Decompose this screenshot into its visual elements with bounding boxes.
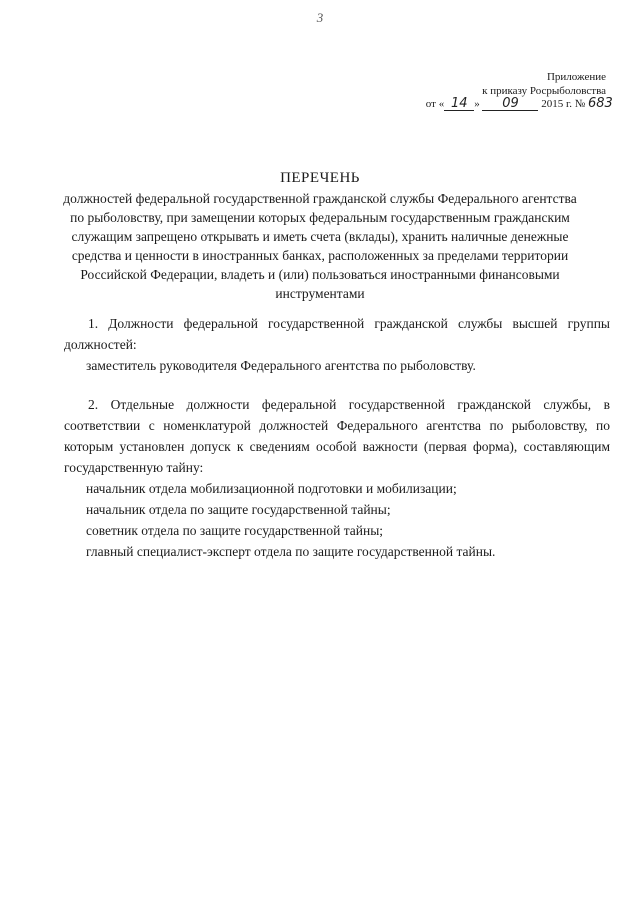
document-subtitle: должностей федеральной государственной гражданской службы Федерального агентства по рыболовству, при замещении которых федеральным государственным гражданским служащим запрещено открывать и иметь счета (вклады), хранить наличные денежные средства и ценности в иностранных банках, расположенных за пределами территории Российской Федерации, владеть и (или) пользоваться иностранными финансовыми инструментами bbox=[63, 191, 577, 301]
section-2-item-3: советник отдела по защите государственной тайны; bbox=[86, 523, 384, 538]
date-mid: » bbox=[474, 98, 480, 110]
order-date-line bbox=[425, 96, 613, 111]
section-1-item-1: заместитель руководителя Федерального агентства по рыболовству. bbox=[86, 358, 476, 373]
document-title: ПЕРЕЧЕНЬ bbox=[280, 170, 360, 186]
appendix-order-ref: к приказу Росрыболовства bbox=[482, 85, 606, 97]
section-1 bbox=[64, 313, 610, 376]
year-text: 2015 г. № bbox=[541, 98, 586, 110]
appendix-header bbox=[482, 70, 606, 98]
section-2-item-4: главный специалист-эксперт отдела по защите государственной тайны. bbox=[86, 544, 496, 559]
section-2-item-2: начальник отдела по защите государственной тайны; bbox=[86, 502, 391, 517]
handwritten-month: 09 bbox=[482, 98, 538, 111]
section-2-heading: 2. Отдельные должности федеральной государственной гражданской службы, в соответствии с номенклатурой должностей Федерального агентства по рыболовству, по которым установлен допуск к сведениям особой важности (первая форма), составляющим государственную тайну: bbox=[64, 397, 610, 475]
date-prefix: от « bbox=[425, 98, 445, 110]
appendix-label: Приложение bbox=[546, 71, 606, 83]
section-2-item-1: начальник отдела мобилизационной подготовки и мобилизации; bbox=[86, 481, 457, 496]
section-1-heading: 1. Должности федеральной государственной гражданской службы высшей группы должностей: bbox=[64, 316, 610, 352]
section-2 bbox=[64, 394, 610, 562]
handwritten-order-number: 683 bbox=[588, 96, 613, 111]
page-number: 3 bbox=[316, 10, 324, 25]
handwritten-day: 14 bbox=[444, 98, 474, 111]
